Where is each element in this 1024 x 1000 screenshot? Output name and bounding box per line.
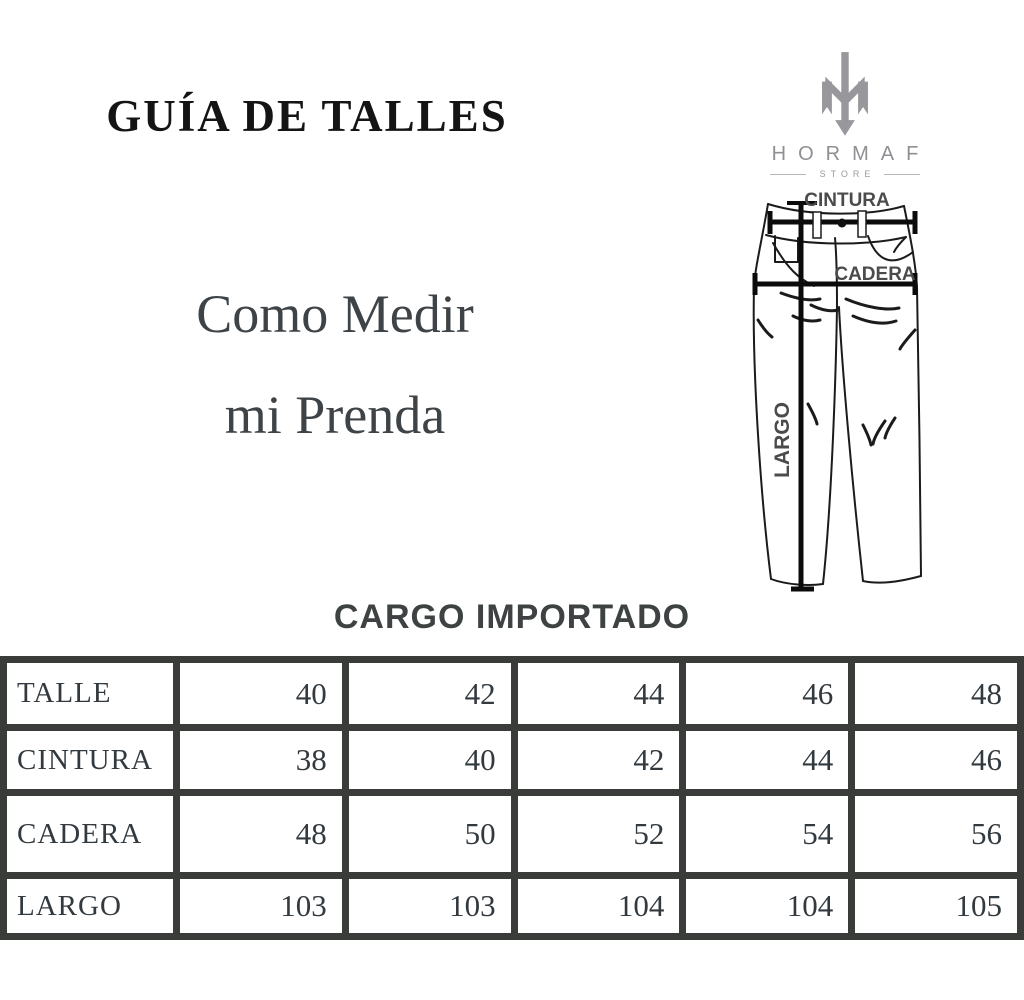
- row-label: CINTURA: [7, 731, 173, 789]
- pants-measurement-diagram: [735, 190, 1024, 610]
- table-cell: 46: [855, 731, 1017, 789]
- table-cell: 104: [518, 879, 680, 933]
- table-cell: 44: [686, 731, 848, 789]
- table-cell: 40: [180, 663, 342, 724]
- table-cell: 44: [518, 663, 680, 724]
- table-cell: 56: [855, 796, 1017, 872]
- table-cell: 42: [349, 663, 511, 724]
- hip-label: CADERA: [834, 264, 916, 285]
- row-label: TALLE: [7, 663, 173, 724]
- table-cell: 104: [686, 879, 848, 933]
- section-title: CARGO IMPORTADO: [333, 598, 691, 636]
- jeans-outline: [754, 204, 921, 585]
- table-cell: 42: [518, 731, 680, 789]
- table-cell: 48: [180, 796, 342, 872]
- jeans-waist-details: [813, 211, 866, 238]
- table-row: [7, 663, 1017, 724]
- brand-tagline: STORE: [819, 169, 876, 179]
- table-cell: 40: [349, 731, 511, 789]
- table-row: [7, 879, 1017, 933]
- size-table: [0, 656, 1024, 940]
- tagline-rule-right: [884, 174, 920, 175]
- tagline-rule-left: [770, 174, 806, 175]
- table-cell: 46: [686, 663, 848, 724]
- how-to-measure-line2: mi Prenda: [224, 385, 446, 445]
- row-label: CADERA: [7, 796, 173, 872]
- table-row: [7, 796, 1017, 872]
- page-title: GUÍA DE TALLES: [106, 91, 508, 141]
- hormaf-logo-icon: [804, 48, 886, 148]
- brand-tagline-row: [745, 169, 945, 179]
- row-label: LARGO: [7, 879, 173, 933]
- how-to-measure-heading: [105, 284, 565, 486]
- table-cell: 48: [855, 663, 1017, 724]
- table-cell: 54: [686, 796, 848, 872]
- how-to-measure-line1: Como Medir: [196, 284, 474, 344]
- table-row: [7, 731, 1017, 789]
- table-cell: 103: [180, 879, 342, 933]
- waist-label: CINTURA: [804, 190, 890, 211]
- table-cell: 103: [349, 879, 511, 933]
- jeans-button: [838, 219, 847, 228]
- brand-name: HORMAF: [771, 143, 931, 165]
- table-cell: 105: [855, 879, 1017, 933]
- table-cell: 38: [180, 731, 342, 789]
- table-cell: 52: [518, 796, 680, 872]
- table-cell: 50: [349, 796, 511, 872]
- length-label: LARGO: [771, 402, 794, 478]
